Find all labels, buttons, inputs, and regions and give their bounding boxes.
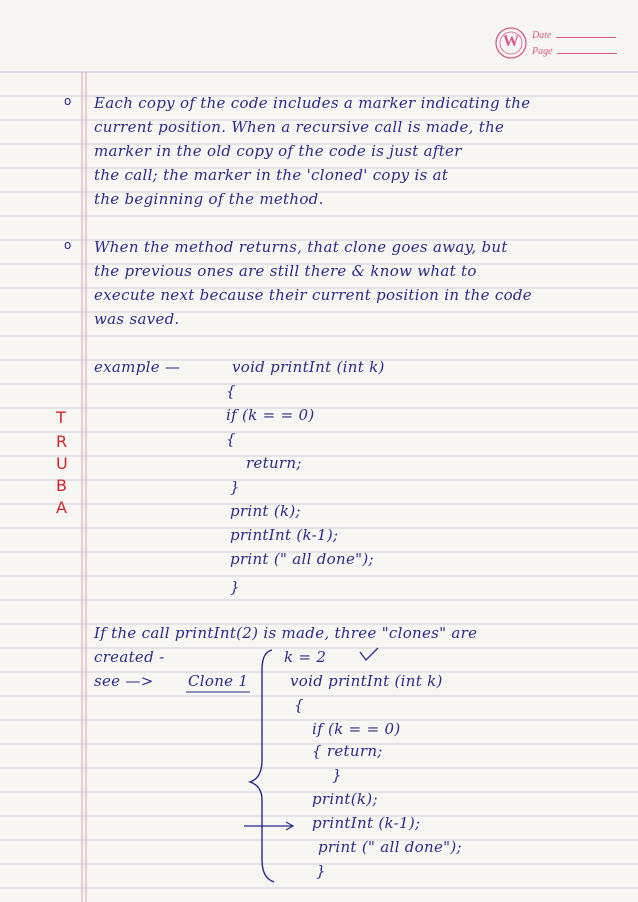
margin-letter: U xyxy=(56,454,69,473)
code-line: void printInt (int k) xyxy=(232,358,385,376)
code-line: print (" all done"); xyxy=(230,550,374,568)
p1-line: the beginning of the method. xyxy=(94,190,324,208)
k-value: k = 2 xyxy=(284,648,327,666)
code-line: if (k = = 0) xyxy=(226,406,315,424)
p2-line: When the method returns, that clone goes away, but xyxy=(94,238,508,256)
clone-code-line: { xyxy=(294,696,304,714)
code-line: print (k); xyxy=(230,502,301,520)
example-label: example — xyxy=(94,358,181,376)
bullet-1: o xyxy=(64,94,72,108)
see-label: see —> xyxy=(94,672,154,690)
code-line: return; xyxy=(246,454,302,472)
clone-code-line: print(k); xyxy=(312,790,378,808)
code-line: } xyxy=(230,478,240,496)
bullet-2: o xyxy=(64,238,72,252)
clone-code-line: printInt (k-1); xyxy=(312,814,421,832)
logo-letter: W xyxy=(503,33,519,50)
clone-brace xyxy=(250,650,274,882)
margin-letter: B xyxy=(56,476,68,495)
date-field xyxy=(532,30,616,41)
code-line: { xyxy=(226,382,236,400)
p1-line: Each copy of the code includes a marker indicating the xyxy=(94,94,531,112)
margin-letter: R xyxy=(56,432,68,451)
clone-code-line: void printInt (int k) xyxy=(290,672,443,690)
p1-line: marker in the old copy of the code is just after xyxy=(94,142,462,160)
page-field xyxy=(532,46,617,57)
code-line: } xyxy=(230,578,240,596)
p3-line: If the call printInt(2) is made, three "clones" are xyxy=(94,624,478,642)
p1-line: the call; the marker in the 'cloned' copy is at xyxy=(94,166,449,184)
clone-code-line: } xyxy=(332,766,342,784)
p2-line: the previous ones are still there & know what to xyxy=(94,262,477,280)
clone-label: Clone 1 xyxy=(188,672,249,690)
clone-code-line: { return; xyxy=(312,742,383,760)
code-line: printInt (k-1); xyxy=(230,526,339,544)
p2-line: was saved. xyxy=(94,310,180,328)
page-label: Page xyxy=(532,46,553,57)
code-line: { xyxy=(226,430,236,448)
margin-letter: A xyxy=(56,498,68,517)
clone-code-line: if (k = = 0) xyxy=(312,720,401,738)
brand-logo xyxy=(494,26,528,64)
date-label: Date xyxy=(532,30,552,41)
p1-line: current position. When a recursive call is made, the xyxy=(94,118,505,136)
p3-line: created - xyxy=(94,648,165,666)
clone-code-line: } xyxy=(316,862,326,880)
check-mark xyxy=(360,648,378,660)
margin-letter: T xyxy=(56,408,67,427)
p2-line: execute next because their current position in the code xyxy=(94,286,532,304)
clone-code-line: print (" all done"); xyxy=(318,838,462,856)
